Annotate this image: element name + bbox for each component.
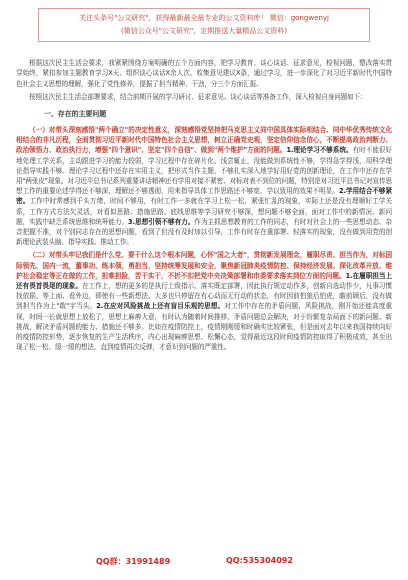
paragraph-1-subhead-2: 2.学用结合不够紧密。: [16, 187, 392, 206]
section-heading: 一、存在的主要问题: [44, 109, 107, 118]
paragraph-2-text-2: 对工作中存在的矛盾问题、风险挑战，刚开始还能高度重视，时间一长就思想上放松了，思想上麻痹大意，有时认为随着时间推移，矛盾问题总会解决，对于纷繁复杂局面下的新问题、新挑战，解决矛盾问题的能力、措施还不够多。比如在疫情防控上，疫情刚刚缓和时确实比较紧张，但是面对去年以来我国持续向好的疫情防控形势，逐步恢复的生产生活秩序，内心出现麻痹思想、松懈心态，觉得最近这段时间疫情防控取得了积极成效，甚至出现了松一松、缓一缓的想法，直到疫情再次反弹，才意识到问题的严重性。: [16, 302, 393, 352]
header-banner: [38, 8, 370, 42]
intro-paragraph-2: 按照这次民主生活会部署要求，结合前期开展的学习研讨、征求意见、谈心谈话等准备工作，深入检视自身问题如下：: [29, 93, 367, 102]
qq-group: QQ群：31991489: [96, 557, 171, 566]
paragraph-1-bold: （一）对带头深刻感悟"两个确立"的决定性意义，深刻感悟党坚持把马克思主义同中国具体实际相结合、同中华优秀传统文化相结合的非凡历程，全面贯彻习近平新时代中国特色社会主义思想，树立正确党史观，坚定信仰信念信心，不断提高政治判断力、政治领悟力、政治执行力，增强"四个意识"、坚定"四个自信"、做到"两个维护"方面的问题。: [16, 126, 392, 155]
paragraph-2: [16, 250, 392, 352]
footer-contact: [0, 556, 408, 570]
paragraph-2-subhead: 1.在履职担当上还有畏首畏尾的现象。: [16, 271, 393, 291]
paragraph-1-text: 有时不能很好地处理工学关系，主动跟进学习的能力较弱，学习过程中存在碎片化、浅尝辄止，没能做到系统性不够，学得急学得浅，用科学理论指导实践不够。理论学习过程中还存在实用主义，把形式当作主题，不够扎实深入地学好用好党的创新理论，在工作中还存在学用"两张皮"现象。对习近平总书记系列重要讲话精神还有学用对接不紧密、对标对表不到位的问题，特别是对习近平总书记对宣传思想工作的重要论述学得还不够深，理解还不够透彻，用来指导具体工作思路还不够宽，学以致用的效果不明显。: [16, 146, 393, 196]
paragraph-2-bold: （二）对带头牢记我们是什么党、要干什么这个根本问题，心怀"国之大者"，贯彻新发展理念，履职尽责、担当作为，对标国际领先、国内一流，董事功、练本领，勇担当，坚持统筹发展和安全，聚焦新冠肺炎疫情防控、保持经济发展、深化改革开放、维护社会稳定等正在做的工作，担难担险，苦干实干，不折不扣把党中央决策部署和市委要求落实到位方面的问题。: [16, 251, 392, 280]
paragraph-1: [16, 125, 392, 247]
paragraph-1-text-2: 工作中时常感到千头万绪，时间不够用，有时工作一多就在学习上松一松，紧张忙乱的现象，实际上还是没有理顺好工学关系，工作方式方法欠灵活，对看似思路、措施思路、底线思维等学习研究不够深，想问题不够全面，面对工作中的新情况、新问题，实践中缺乏系统思维和统筹能力。: [16, 197, 392, 226]
paragraph-1-text-3: 作为主抓思想教育的工作的同志，有时对社会上的一些思想动态、杂音把握不准，对个别同志存在的思想问题，看到了但没有及时加以引导，工作有时存在重部署、轻落实的现象，没有做到用党的创新理论武装头脑、指导实践、推动工作。: [16, 217, 392, 247]
banner-line-1: 关注头条号"公文研究"，获得最新最全最专业的公文资料库！ 微信：gongwenyj: [79, 14, 329, 22]
document-body: [16, 58, 392, 356]
qq-number: QQ:535304092: [226, 556, 293, 565]
paragraph-1-subhead: 1.理论学习不够系统。: [286, 146, 353, 155]
banner-line-2: (微信公众号"公文研究"，定期推送大量精品公文资料): [121, 27, 287, 35]
intro-paragraph-1: 根据这次民主生活会要求，我紧紧围绕方案明确的五个方面内容，把学习教育、谈心谈话、征求意见，检视问题，整改落实贯穿始终，紧扣参加主题教育学习X天、组织谈心谈话X余人次、收集意见建议X条，通过学习，进一步深化了对习近平新时代中国特色社会主义思想的理解，强化了党性修养，提振了担当精神、干劲，分三个方面汇报。: [16, 59, 392, 88]
paragraph-1-subhead-3: 3.思想引领不够有力。: [128, 217, 195, 226]
paragraph-2-text: 在工作上，想的更多的是执行上级指示、落实既定部署，因此执行规定动作多，创新自选动作少，凡事习惯找依据、等上面、看外边，即使有一些新想法、大多也只停留在有心动而无行动的状态，有时因前怕狼后怕虎，瞻前顾后，没有做到担当作为上"敢"字当头。: [16, 282, 392, 311]
paragraph-2-subhead-2: 2.在应对风险挑战上还有盲目乐观的思想。: [96, 302, 225, 311]
